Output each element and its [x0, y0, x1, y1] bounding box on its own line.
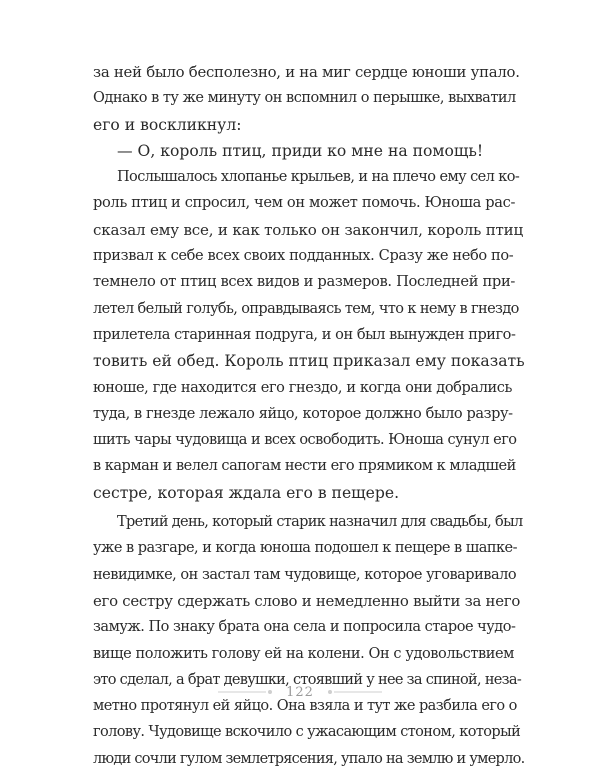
- text-line: уже в разгаре, и когда юноша подошел к пещере в шапке-: [93, 540, 517, 557]
- text-line: его и воскликнул:: [93, 115, 242, 134]
- text-line: шить чары чудовища и всех освободить. Юноша сунул его: [93, 432, 517, 449]
- text-line: темнело от птиц всех видов и размеров. Последней при-: [93, 273, 516, 291]
- text-line: — О, король птиц, приди ко мне на помощь!: [117, 141, 484, 160]
- text-line: Послышалось хлопанье крыльев, и на плечо ему сел ко-: [117, 169, 520, 186]
- text-line: в карман и велел сапогам нести его прямиком к младшей: [93, 458, 516, 475]
- text-line: юноше, где находится его гнездо, и когда они добрались: [93, 379, 513, 396]
- text-line: товить ей обед. Король птиц приказал ему показать: [93, 352, 525, 371]
- text-line: замуж. По знаку брата она села и попросила старое чудо-: [93, 619, 516, 636]
- text-line: призвал к себе всех своих подданных. Сразу же небо по-: [93, 247, 514, 265]
- text-line: метно протянул ей яйцо. Она взяла и тут же разбила его о: [93, 698, 517, 715]
- right-ornament-icon: [324, 688, 384, 696]
- text-line: его сестру сдержать слово и немедленно выйти за него: [93, 591, 521, 610]
- text-line: невидимке, он застал там чудовище, которое уговаривало: [93, 566, 517, 583]
- text-line: сказал ему все, и как только он закончил, король птиц: [93, 220, 524, 239]
- text-line: прилетела старинная подруга, и он был вынужден приго-: [93, 326, 516, 343]
- text-line: голову. Чудовище вскочило с ужасающим стоном, который: [93, 724, 521, 741]
- page-footer: [0, 683, 600, 701]
- text-line: Третий день, который старик назначил для свадьбы, был: [117, 514, 523, 531]
- text-line: роль птиц и спросил, чем он может помочь. Юноша рас-: [93, 194, 516, 212]
- page-number: 122: [286, 685, 314, 700]
- left-ornament-icon: [216, 688, 276, 696]
- text-line: вище положить голову ей на колени. Он с удовольствием: [93, 645, 515, 662]
- text-line: Однако в ту же минуту он вспомнил о перышке, выхватил: [93, 90, 516, 107]
- text-line: за ней было бесполезно, и на миг сердце юноши упало.: [93, 63, 520, 81]
- text-line: это сделал, а брат девушки, стоявший у нее за спиной, неза-: [93, 671, 522, 688]
- text-line: сестре, которая ждала его в пещере.: [93, 483, 400, 502]
- text-line: летел белый голубь, оправдываясь тем, что к нему в гнездо: [93, 300, 519, 317]
- body-text: [93, 59, 533, 772]
- text-line: люди сочли гулом землетрясения, упало на землю и умерло.: [93, 750, 525, 767]
- text-line: туда, в гнезде лежало яйцо, которое должно было разру-: [93, 405, 513, 422]
